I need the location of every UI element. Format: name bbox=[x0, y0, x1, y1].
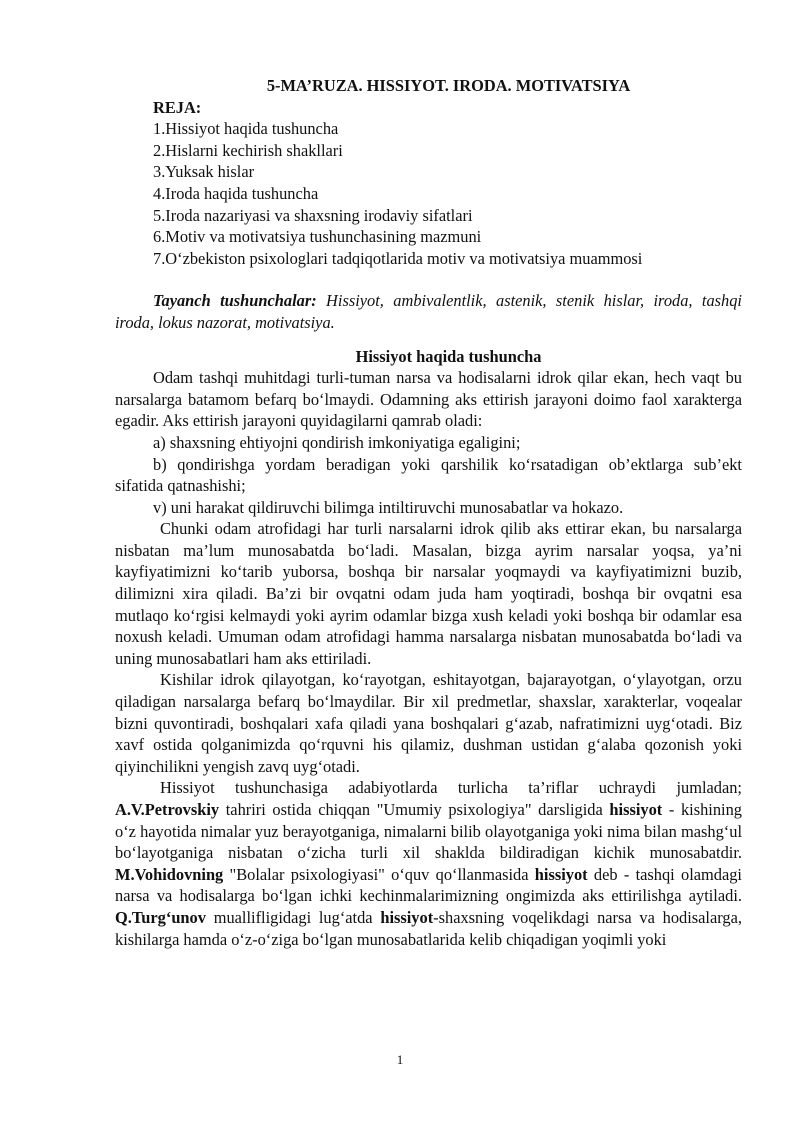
key-concepts-text: Hissiyot, ambivalentlik, astenik, stenik hislar, iroda, tashqi iroda, lokus nazorat, motivatsiya. bbox=[115, 291, 742, 332]
plan-item: 1.Hissiyot haqida tushuncha bbox=[153, 119, 339, 139]
author-name: M.Vohidovning bbox=[115, 864, 224, 884]
plan-item: 5.Iroda nazariyasi va shaxsning irodaviy sifatlari bbox=[153, 205, 473, 225]
author-name: A.V.Petrovskiy bbox=[115, 800, 220, 819]
text-run: muallifligidagi lug‘atda bbox=[205, 907, 381, 927]
text-run: Hissiyot tushunchasiga adabiyotlarda turlicha ta’riflar uchraydi jumladan; bbox=[160, 778, 742, 798]
section-title: Hissiyot haqida tushuncha bbox=[355, 346, 542, 366]
key-concepts-label: Tayanch tushunchalar: bbox=[153, 291, 317, 311]
list-item-a: a) shaxsning ehtiyojni qondirish imkoniyatiga egaligini; bbox=[153, 432, 521, 452]
list-item-v: v) uni harakat qildiruvchi bilimga intiltiruvchi munosabatlar va hokazo. bbox=[153, 497, 624, 517]
plan-item: 6.Motiv va motivatsiya tushunchasining mazmuni bbox=[153, 227, 482, 247]
text-run: -shaxsning voqelikdagi narsa va hodisalarga, kishilarga hamda o‘z-o‘ziga bo‘lgan munosabatlarida kelib chiqadigan yoqimli yoki bbox=[115, 907, 742, 949]
text-run: - kishining o‘z hayotida nimalar yuz berayotganiga, nimalarni bilib olayotganiga yoki nima bilan mashg‘ul bo‘layotganiga nisbatan o‘zicha turli xil shaklda bildiradigan kichik munosabatdir. bbox=[115, 800, 743, 863]
plan-label: REJA: bbox=[153, 97, 202, 117]
text-run: "Bolalar psixologiyasi" o‘quv qo‘llanmasida bbox=[223, 864, 535, 884]
paragraph-2: Chunki odam atrofidagi har turli narsalarni idrok qilib aks ettirar ekan, bu narsalarga nisbatan ma’lum munosabatda bo‘ladi. Masalan, bizga ayrim narsalar yoqsa, ya’ni kayfiyatimizni ko‘tarib yuborsa, boshqa bir narsalar yoqmaydi va kayfiyatimizni buzib, dilimizni xira qiladi. Ba’zi bir ovqatni odam juda ham yoqtiradi, boshqa bir ovqatni esa mutlaqo ko‘rgisi kelmaydi yoki ayrim odamlar bizga xush keladi yoki boshqa bir odamlar esa noxush keladi. Umuman odam atrofidagi hamma narsalarga nisbatan munosabatda bo‘ladi va uning munosabatlari ham aks ettiriladi. bbox=[115, 519, 742, 668]
author-name: Q.Turg‘unov bbox=[115, 907, 206, 927]
paragraph-1: Odam tashqi muhitdagi turli-tuman narsa va hodisalarni idrok qilar ekan, hech vaqt bu narsalarga batamom befarq bo‘lmaydi. Odamning aks ettirish jarayoni doimo faol xarakterga egadir. Aks ettirish jarayoni quyidagilarni qamrab oladi: bbox=[115, 368, 742, 431]
term: hissiyot bbox=[609, 800, 663, 819]
key-concepts bbox=[115, 290, 742, 333]
text-run: tahriri ostida chiqqan "Umumiy psixologiya" darsligida bbox=[219, 800, 610, 819]
plan-item: 3.Yuksak hislar bbox=[153, 162, 255, 182]
term: hissiyot bbox=[534, 864, 588, 884]
lecture-title: 5-MA’RUZA. HISSIYOT. IRODA. MOTIVATSIYA bbox=[266, 76, 631, 95]
paragraph-4 bbox=[115, 777, 742, 950]
plan-item: 7.O‘zbekiston psixologlari tadqiqotlarida motiv va motivatsiya muammosi bbox=[153, 248, 643, 268]
list-item-b: b) qondirishga yordam beradigan yoki qarshilik ko‘rsatadigan ob’ektlarga sub’ekt sifatida qatnashishi; bbox=[115, 454, 742, 496]
plan-item: 2.Hislarni kechirish shakllari bbox=[153, 140, 343, 160]
page-number: 1 bbox=[396, 1052, 404, 1067]
paragraph-3: Kishilar idrok qilayotgan, ko‘rayotgan, eshitayotgan, bajarayotgan, o‘ylayotgan, orzu qiladigan narsalarga befarq bo‘lmaydilar. Bir xil predmetlar, shaxslar, xarakterlar, voqealar bizni quvontiradi, boshqalari xafa qiladi yana boshqalari g‘azab, nafratimizni uyg‘otadi. Biz xavf ostida qolganimizda qo‘rquvni his qilamiz, dushman ustidan g‘alaba qozonish yoki qiyinchilikni yengish zavq uyg‘otadi. bbox=[115, 670, 742, 776]
text-run: deb - tashqi olamdagi narsa va hodisalarga bo‘lgan ichki kechinmalarimizning ongimizda aks ettirilishga aytiladi. bbox=[115, 864, 742, 906]
term: hissiyot bbox=[380, 907, 434, 927]
plan-item: 4.Iroda haqida tushuncha bbox=[153, 183, 319, 203]
document-page bbox=[115, 75, 742, 950]
